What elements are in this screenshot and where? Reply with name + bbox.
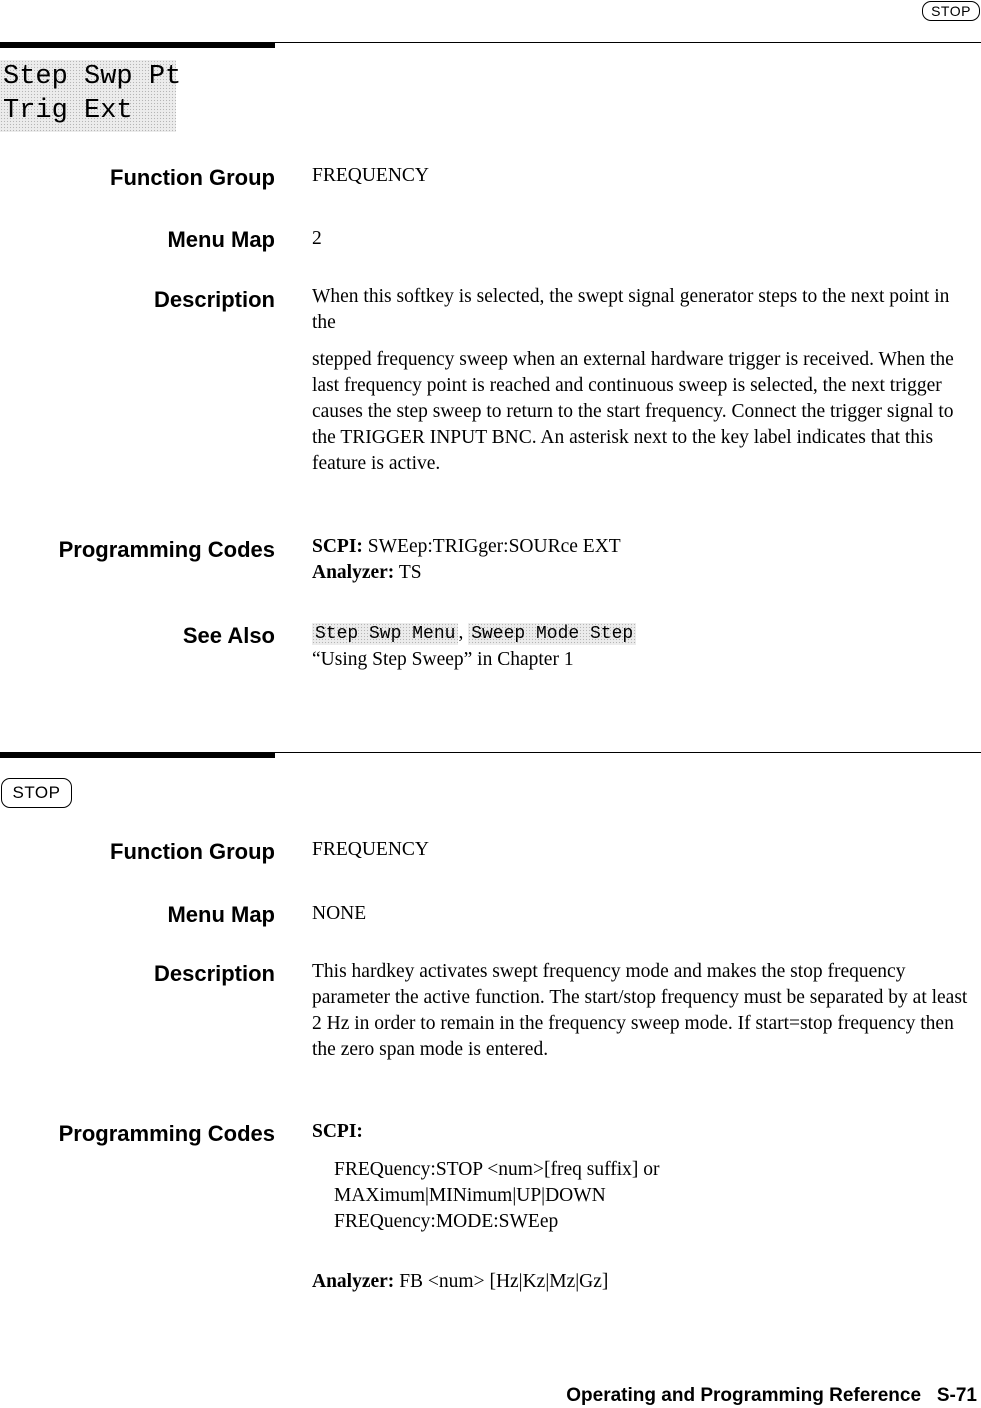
description-label: Description xyxy=(153,961,275,986)
programming-codes-label: Programming Codes xyxy=(58,537,275,562)
menu-map-value: NONE xyxy=(312,903,367,924)
softkey-title xyxy=(0,60,182,132)
softkey-title-line1: Step Swp Pt xyxy=(3,62,182,92)
description-paragraph-2: stepped frequency sweep when an external hardware trigger is received. When the last frequency point is reached and continuous sweep is selected, the next trigger causes the step sweep to return to the start frequency. Connect the trigger signal to the TRIGGER INPUT BNC. An asterisk next to the key label indicates that this feature is active. xyxy=(312,349,954,474)
stop-hardkey-title-label: STOP xyxy=(12,783,61,802)
description-text xyxy=(312,284,974,477)
programming-codes xyxy=(312,534,974,586)
scpi-label: SCPI: xyxy=(312,1121,363,1142)
step-swp-menu-key: Step Swp Menu xyxy=(312,623,458,645)
stop-hardkey-title xyxy=(1,778,72,808)
function-group-label: Function Group xyxy=(110,165,275,190)
scpi-command: SWEep:TRIGger:SOURce EXT xyxy=(367,536,621,557)
see-also xyxy=(312,620,974,673)
function-group-value: FREQUENCY xyxy=(312,839,430,860)
description-text: This hardkey activates swept frequency mode and makes the stop frequency parameter the active function. The start/stop frequency must be separated by at least 2 Hz in order to remain in the frequency sweep mode. If start=stop frequency then the zero span mode is entered. xyxy=(312,961,968,1060)
see-also-label: See Also xyxy=(182,623,275,648)
scpi-line xyxy=(312,534,974,560)
function-group-label: Function Group xyxy=(110,839,275,864)
page-number: S-71 xyxy=(936,1385,977,1406)
programming-codes-label: Programming Codes xyxy=(58,1121,275,1146)
analyzer-command: FB <num> [Hz|Kz|Mz|Gz] xyxy=(399,1271,609,1292)
menu-map-value: 2 xyxy=(312,228,322,249)
stop-hardkey-label: STOP xyxy=(931,3,971,19)
description-label: Description xyxy=(153,287,275,312)
page-footer xyxy=(566,1385,977,1407)
analyzer-label: Analyzer: xyxy=(312,562,395,583)
programming-codes xyxy=(312,1119,974,1295)
scpi-command-line-1: FREQuency:STOP <num>[freq suffix] or xyxy=(334,1159,660,1180)
scpi-label: SCPI: xyxy=(312,536,363,557)
scpi-command-line-2: MAXimum|MINimum|UP|DOWN xyxy=(334,1185,606,1206)
analyzer-line xyxy=(312,560,974,586)
footer-title: Operating and Programming Reference xyxy=(566,1385,922,1406)
menu-map-label: Menu Map xyxy=(167,227,275,252)
scpi-label-line xyxy=(312,1119,974,1145)
analyzer-line xyxy=(312,1269,974,1295)
softkey-title-line2: Trig Ext xyxy=(3,96,133,126)
analyzer-command: TS xyxy=(398,562,422,583)
scpi-commands xyxy=(312,1157,974,1235)
section-rule-thick xyxy=(0,42,275,48)
scpi-command-line-3: FREQuency:MODE:SWEep xyxy=(334,1211,559,1232)
see-also-keys xyxy=(312,620,974,647)
section-rule-thick xyxy=(0,752,275,758)
sweep-mode-step-key: Sweep Mode Step xyxy=(468,623,636,645)
analyzer-label: Analyzer: xyxy=(312,1271,395,1292)
stop-hardkey-header xyxy=(922,1,980,21)
see-also-reference: “Using Step Sweep” in Chapter 1 xyxy=(312,649,574,670)
see-also-separator: , xyxy=(458,622,464,643)
function-group-value: FREQUENCY xyxy=(312,165,430,186)
menu-map-label: Menu Map xyxy=(167,902,275,927)
description-paragraph-1: When this softkey is selected, the swept signal generator steps to the next point in the xyxy=(312,286,950,333)
